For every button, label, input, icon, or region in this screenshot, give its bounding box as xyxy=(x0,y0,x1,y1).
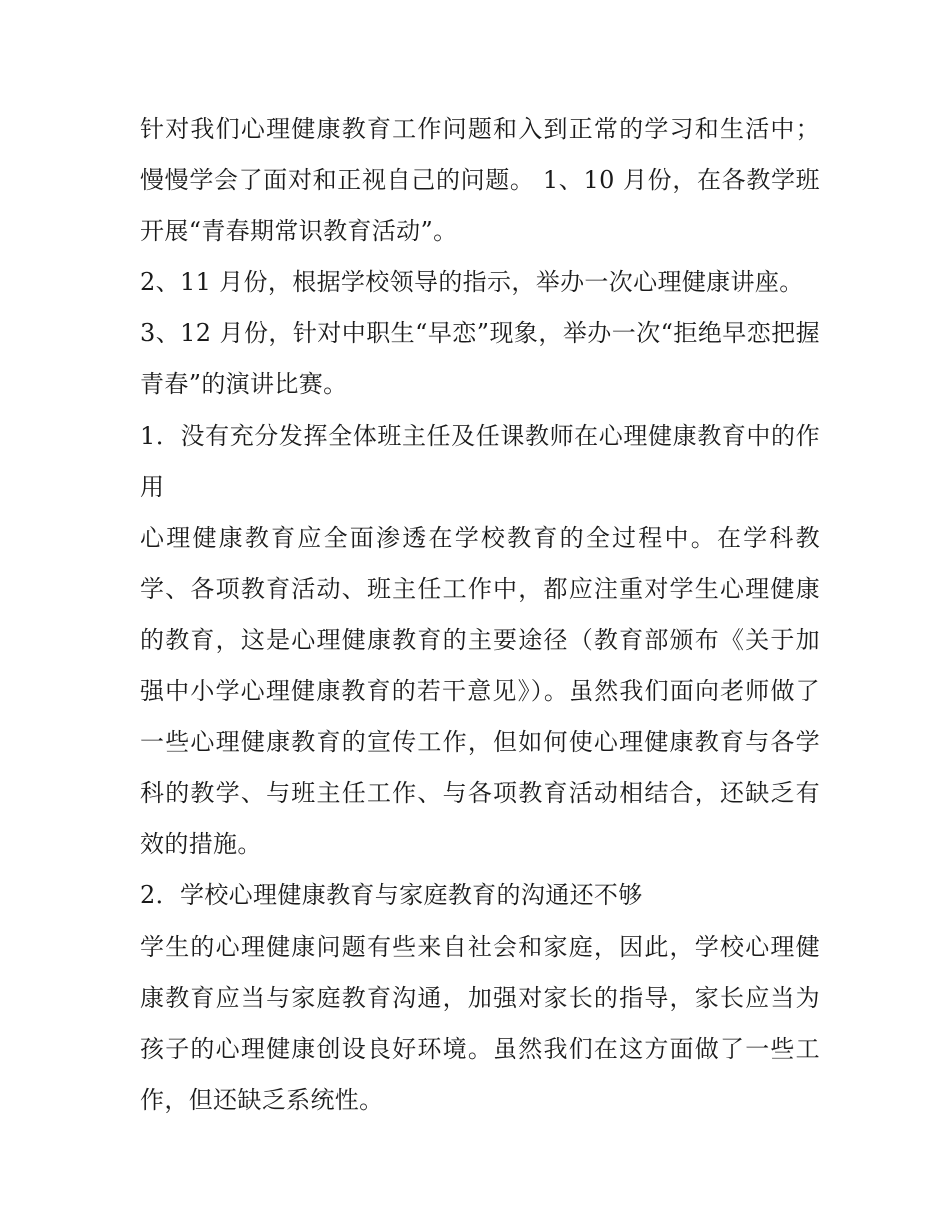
heading-problem-1: 1．没有充分发挥全体班主任及任课教师在心理健康教育中的作用 xyxy=(140,421,820,501)
paragraph-problem-1-detail: 心理健康教育应全面渗透在学校教育的全过程中。在学科教学、各项教育活动、班主任工作中，都应注重对学生心理健康的教育，这是心理健康教育的主要途径（教育部颁布《关于加强中小学心理健康教育的若干意见》）。虽然我们面向老师做了一些心理健康教育的宣传工作，但如何使心理健康教育与各学科的教学、与班主任工作、与各项教育活动相结合，还缺乏有效的措施。 xyxy=(140,523,820,859)
heading-problem-2: 2．学校心理健康教育与家庭教育的沟通还不够 xyxy=(140,881,643,910)
paragraph-december: 3、12 月份，针对中职生“早恋”现象，举办一次“拒绝早恋把握青春”的演讲比赛。 xyxy=(140,319,820,399)
document-body xyxy=(140,104,820,1126)
paragraph-intro-october: 针对我们心理健康教育工作问题和入到正常的学习和生活中；慢慢学会了面对和正视自己的问题。 1、10 月份，在各教学班开展“青春期常识教育活动”。 xyxy=(140,115,820,246)
paragraph-problem-2-detail: 学生的心理健康问题有些来自社会和家庭，因此，学校心理健康教育应当与家庭教育沟通，加强对家长的指导，家长应当为孩子的心理健康创设良好环境。虽然我们在这方面做了一些工作，但还缺乏系统性。 xyxy=(140,932,820,1114)
paragraph-november: 2、11 月份，根据学校领导的指示，举办一次心理健康讲座。 xyxy=(140,268,804,297)
